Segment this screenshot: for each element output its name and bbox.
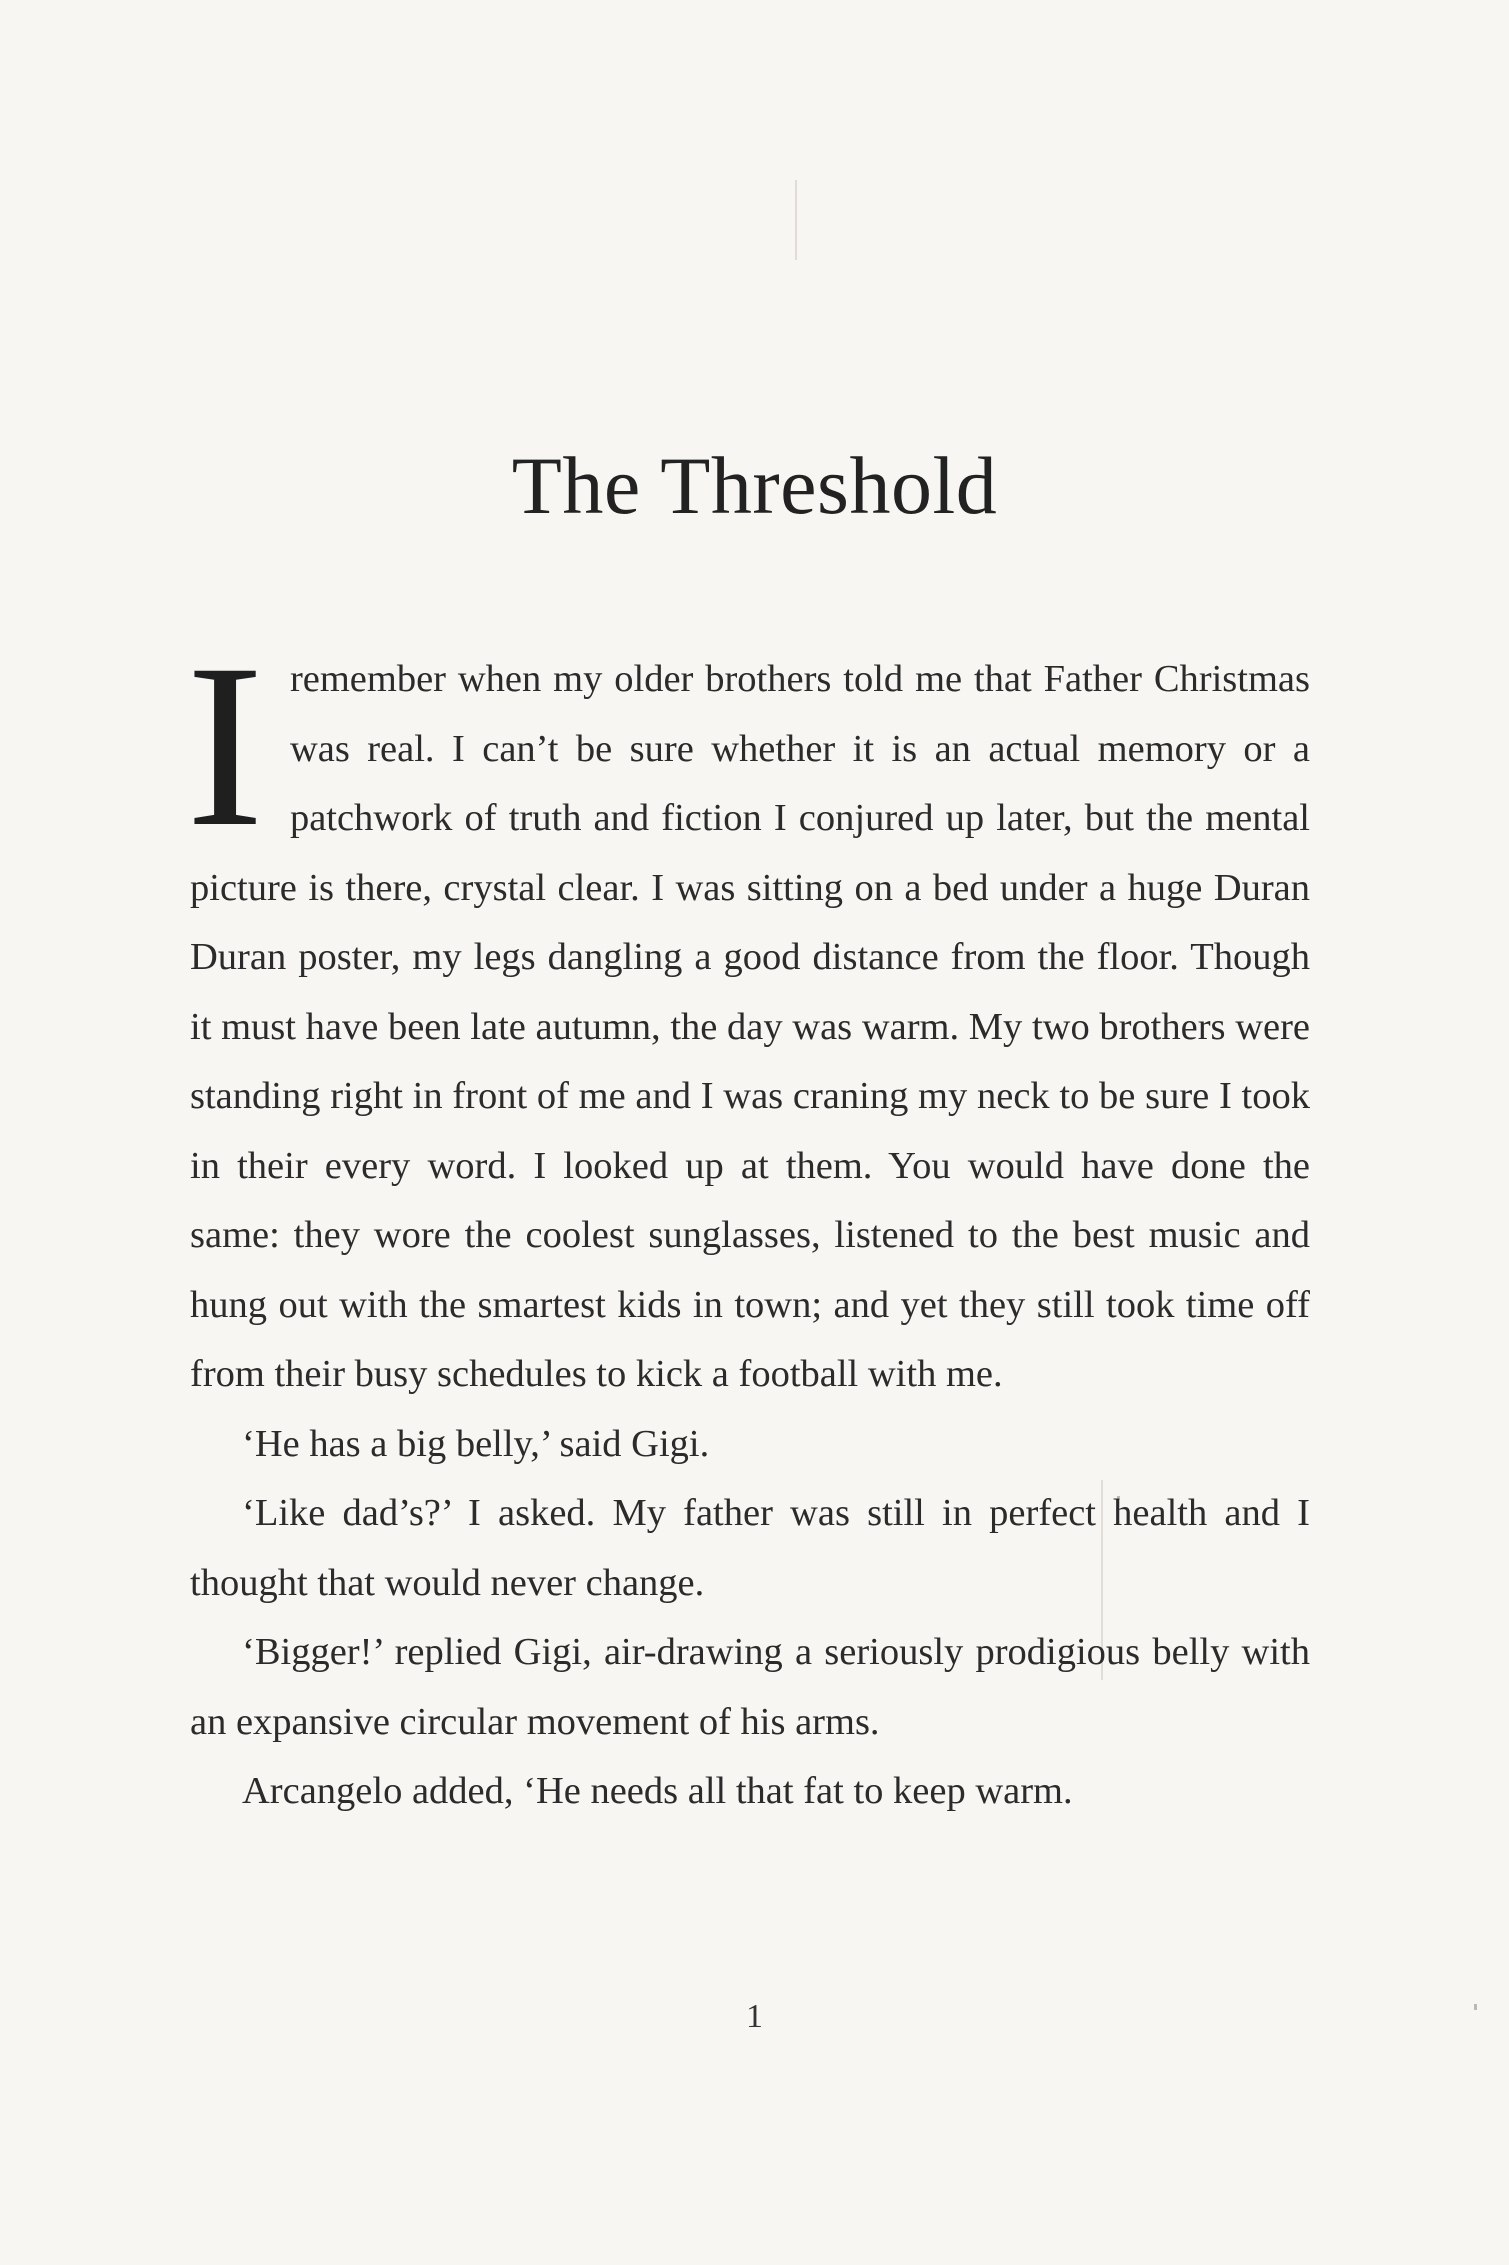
paragraph: [186, 615, 1310, 1410]
paragraph: Arcangelo added, ‘He needs all that fat to keep warm.: [242, 1770, 1073, 1812]
chapter-title: The Threshold: [511, 440, 998, 531]
page-number: 1: [746, 1998, 763, 2035]
chapter-body: [186, 615, 1310, 1827]
drop-cap: I: [186, 615, 264, 875]
page-crease: [795, 180, 797, 260]
paragraph: ‘Like dad’s?’ I asked. My father was still in perfect health and I thought that would never change.: [190, 1492, 1310, 1604]
paragraph: ‘Bigger!’ replied Gigi, air-drawing a seriously prodigious belly with an expansive circular movement of his arms.: [190, 1631, 1310, 1743]
paragraph-text: remember when my older brothers told me that Father Christmas was real. I can’t be sure whether it is an actual memory or a patchwork of truth and fiction I conjured up later, but the mental picture is there, crystal clear. I was sitting on a bed under a huge Duran Duran poster, my legs dangling a good distance from the floor. Though it must have been late autumn, the day was warm. My two brothers were standing right in front of me and I was craning my neck to be sure I took in their every word. I looked up at them. You would have done the same: they wore the coolest sunglasses, listened to the best music and hung out with the smartest kids in town; and yet they still took time off from their busy schedules to kick a football with me.: [190, 658, 1310, 1395]
paragraph: ‘He has a big belly,’ said Gigi.: [242, 1422, 710, 1465]
